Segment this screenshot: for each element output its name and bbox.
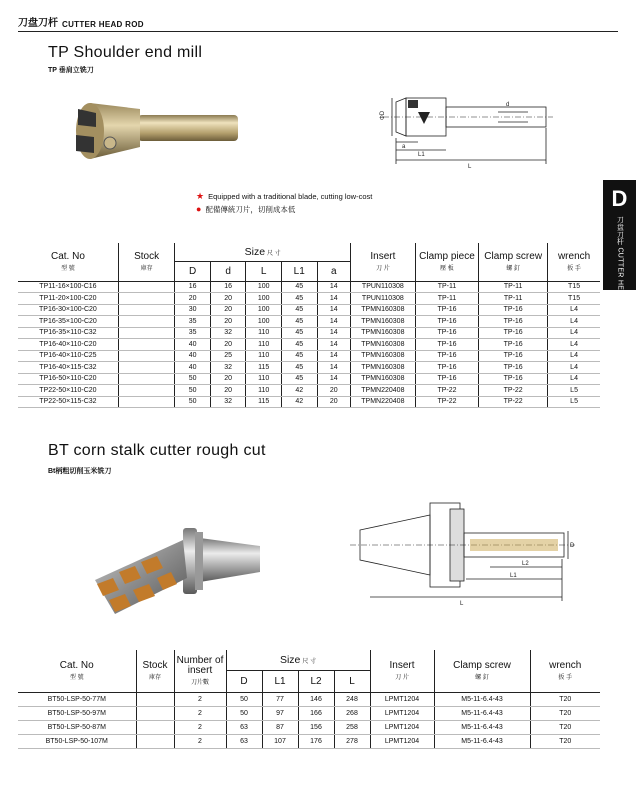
table-cell: 42 bbox=[281, 396, 317, 408]
col-insert: Insert 刀 片 bbox=[350, 243, 415, 281]
table-row bbox=[18, 385, 600, 397]
table-cell: TP11-20×100-C20 bbox=[18, 293, 118, 305]
table-cell: TP-16 bbox=[415, 373, 478, 385]
table-cell: BT50-LSP-50-87M bbox=[18, 720, 136, 734]
table-cell: 35 bbox=[175, 327, 211, 339]
col-L1: L1 bbox=[281, 261, 317, 281]
table-cell: L4 bbox=[548, 327, 600, 339]
table-cell bbox=[118, 350, 174, 362]
table-row bbox=[18, 350, 600, 362]
col-D: D bbox=[175, 261, 211, 281]
section1-bullets bbox=[196, 190, 372, 216]
table-cell bbox=[118, 385, 174, 397]
table-cell bbox=[118, 304, 174, 316]
table-cell: 87 bbox=[262, 720, 298, 734]
table-cell: 100 bbox=[246, 281, 282, 293]
table-cell: BT50-LSP-50-107M bbox=[18, 734, 136, 748]
table-cell: 110 bbox=[246, 327, 282, 339]
col2-insert: Insert 刀 片 bbox=[370, 650, 434, 692]
table-cell: 77 bbox=[262, 692, 298, 706]
table-row bbox=[18, 304, 600, 316]
table-row bbox=[18, 293, 600, 305]
table-cell: 45 bbox=[281, 350, 317, 362]
table-cell: 50 bbox=[226, 692, 262, 706]
section1-table bbox=[18, 243, 600, 408]
table-cell: 16 bbox=[210, 281, 246, 293]
table-cell: TPMN160308 bbox=[350, 373, 415, 385]
table-cell: 2 bbox=[174, 692, 226, 706]
section2-title: BT corn stalk cutter rough cut bbox=[48, 442, 266, 459]
table-cell: TP16-50×110-C20 bbox=[18, 373, 118, 385]
table-cell bbox=[118, 339, 174, 351]
table-cell: TPMN160308 bbox=[350, 339, 415, 351]
table-cell: 278 bbox=[334, 734, 370, 748]
drawing-label-L: L bbox=[468, 164, 472, 170]
table-cell: 42 bbox=[281, 385, 317, 397]
table-cell bbox=[136, 720, 174, 734]
section1-subtitle: TP 垂肩立铣刀 bbox=[48, 67, 94, 74]
drawing-label-L1: L1 bbox=[418, 152, 425, 158]
table-cell: TP-16 bbox=[415, 362, 478, 374]
table-cell: TP-22 bbox=[479, 385, 548, 397]
table-cell: 258 bbox=[334, 720, 370, 734]
bullet-cn: ● 配備傳統刀片，切削成本低 bbox=[196, 204, 296, 214]
table-cell: TP-22 bbox=[479, 396, 548, 408]
table-cell bbox=[118, 396, 174, 408]
table-cell: 45 bbox=[281, 327, 317, 339]
side-tab-en: CUTTER HEAD ROD bbox=[616, 247, 624, 320]
table-cell: TP-11 bbox=[479, 281, 548, 293]
table-cell: TP-16 bbox=[415, 327, 478, 339]
drawing2-label-L: L bbox=[460, 601, 464, 607]
table-cell: LPMT1204 bbox=[370, 692, 434, 706]
col-stock: Stock 庫存 bbox=[118, 243, 174, 281]
section2-table-body bbox=[18, 692, 600, 748]
table-cell: T20 bbox=[530, 734, 600, 748]
table-cell: 14 bbox=[317, 373, 350, 385]
col2-size: Size 尺 寸 bbox=[226, 650, 370, 670]
table-cell: 20 bbox=[175, 293, 211, 305]
table-cell: L4 bbox=[548, 373, 600, 385]
table-cell: L4 bbox=[548, 304, 600, 316]
table-cell: 268 bbox=[334, 706, 370, 720]
side-tab bbox=[603, 180, 636, 320]
table-cell: TP-11 bbox=[415, 293, 478, 305]
table-cell: L4 bbox=[548, 339, 600, 351]
table-row bbox=[18, 327, 600, 339]
bullet-en: ★ Equipped with a traditional blade, cutting low-cost bbox=[196, 191, 373, 201]
drawing-label-a: a bbox=[402, 144, 406, 150]
table-cell: L5 bbox=[548, 396, 600, 408]
table-cell bbox=[118, 327, 174, 339]
table-cell: 14 bbox=[317, 350, 350, 362]
table-cell: 63 bbox=[226, 720, 262, 734]
table-cell: 2 bbox=[174, 734, 226, 748]
side-tab-text bbox=[616, 216, 624, 319]
col-wrench: wrench 扳 手 bbox=[548, 243, 600, 281]
col2-wrench: wrench 扳 手 bbox=[530, 650, 600, 692]
table-cell: TP-16 bbox=[415, 339, 478, 351]
table-cell: T15 bbox=[548, 293, 600, 305]
table-row bbox=[18, 734, 600, 748]
table-cell: M5-11-6.4-43 bbox=[434, 720, 530, 734]
table-cell bbox=[118, 293, 174, 305]
table-cell: 63 bbox=[226, 734, 262, 748]
table-cell: L4 bbox=[548, 362, 600, 374]
table-cell: 16 bbox=[175, 281, 211, 293]
table-cell: L5 bbox=[548, 385, 600, 397]
table-cell bbox=[118, 362, 174, 374]
table-cell: BT50-LSP-50-97M bbox=[18, 706, 136, 720]
table-cell: BT50-LSP-50-77M bbox=[18, 692, 136, 706]
table-cell: TP-16 bbox=[415, 304, 478, 316]
table-row bbox=[18, 281, 600, 293]
table-cell: M5-11-6.4-43 bbox=[434, 692, 530, 706]
table-cell: 14 bbox=[317, 281, 350, 293]
side-tab-cn: 刀盘刀杆 bbox=[616, 216, 624, 246]
table-cell: 110 bbox=[246, 385, 282, 397]
table-cell: 14 bbox=[317, 293, 350, 305]
table-cell: TPMN220408 bbox=[350, 385, 415, 397]
table-cell: 45 bbox=[281, 316, 317, 328]
table-cell: TPUN110308 bbox=[350, 293, 415, 305]
table-cell: TP16-30×100-C20 bbox=[18, 304, 118, 316]
table-cell: 20 bbox=[210, 339, 246, 351]
col2-cat: Cat. No 型 號 bbox=[59, 660, 94, 682]
table-cell: 45 bbox=[281, 339, 317, 351]
table-cell: T20 bbox=[530, 692, 600, 706]
table-cell: T20 bbox=[530, 720, 600, 734]
table-cell: 100 bbox=[246, 304, 282, 316]
table-cell: 156 bbox=[298, 720, 334, 734]
table-cell: TPMN160308 bbox=[350, 316, 415, 328]
table-cell: 110 bbox=[246, 339, 282, 351]
table-cell: LPMT1204 bbox=[370, 706, 434, 720]
table-row bbox=[18, 362, 600, 374]
table-cell: LPMT1204 bbox=[370, 734, 434, 748]
table-cell: TP-22 bbox=[415, 385, 478, 397]
col-clamp-piece: Clamp piece 壓 板 bbox=[415, 243, 478, 281]
table-cell: 45 bbox=[281, 293, 317, 305]
table-cell: 20 bbox=[317, 385, 350, 397]
corn-cutter-drawing bbox=[340, 495, 580, 610]
table-cell: 40 bbox=[175, 339, 211, 351]
table-cell: TP-22 bbox=[415, 396, 478, 408]
table-cell: 115 bbox=[246, 396, 282, 408]
table-cell: TP-11 bbox=[415, 281, 478, 293]
table-cell: TP16-35×110-C32 bbox=[18, 327, 118, 339]
table-cell: L4 bbox=[548, 350, 600, 362]
table-cell: 45 bbox=[281, 373, 317, 385]
table-cell: 32 bbox=[210, 327, 246, 339]
table-cell bbox=[136, 706, 174, 720]
corn-cutter-photo bbox=[75, 510, 270, 620]
table-cell: 107 bbox=[262, 734, 298, 748]
table-cell: 146 bbox=[298, 692, 334, 706]
col2-L1: L1 bbox=[262, 670, 298, 692]
col-d: d bbox=[210, 261, 246, 281]
table-cell: 115 bbox=[246, 362, 282, 374]
table-cell: TP-16 bbox=[479, 304, 548, 316]
table-cell: TPMN160308 bbox=[350, 362, 415, 374]
table-cell: 14 bbox=[317, 304, 350, 316]
table-cell: TP11-16×100-C16 bbox=[18, 281, 118, 293]
table-cell: TP-16 bbox=[479, 350, 548, 362]
table-cell: 2 bbox=[174, 706, 226, 720]
table-cell bbox=[118, 373, 174, 385]
table-cell: 2 bbox=[174, 720, 226, 734]
table-row bbox=[18, 373, 600, 385]
table-cell: TP16-40×110-C25 bbox=[18, 350, 118, 362]
header-en: CUTTER HEAD ROD bbox=[62, 20, 144, 29]
table-cell bbox=[136, 692, 174, 706]
col2-stock: Stock 庫存 bbox=[136, 650, 174, 692]
table-cell: 20 bbox=[210, 316, 246, 328]
table-cell: 50 bbox=[175, 396, 211, 408]
table-cell: 32 bbox=[210, 396, 246, 408]
table-cell: 20 bbox=[317, 396, 350, 408]
col-clamp-screw: Clamp screw 螺 釘 bbox=[479, 243, 548, 281]
table-cell: 20 bbox=[210, 293, 246, 305]
table-cell: TPMN220408 bbox=[350, 396, 415, 408]
table-cell: TPMN160308 bbox=[350, 304, 415, 316]
table-cell: 14 bbox=[317, 327, 350, 339]
section1-title: TP Shoulder end mill bbox=[48, 44, 203, 61]
table-cell: 45 bbox=[281, 304, 317, 316]
table-cell: TP-16 bbox=[415, 350, 478, 362]
section1-table-body bbox=[18, 281, 600, 408]
table-cell: TP16-40×110-C20 bbox=[18, 339, 118, 351]
header-cn: 刀盘刀杆 bbox=[18, 18, 58, 29]
col2-clamp-screw: Clamp screw 螺 釘 bbox=[434, 650, 530, 692]
table-cell: 40 bbox=[175, 362, 211, 374]
table-cell: 14 bbox=[317, 316, 350, 328]
table-cell: TP22-50×115-C32 bbox=[18, 396, 118, 408]
side-tab-letter: D bbox=[611, 186, 628, 211]
table-cell: LPMT1204 bbox=[370, 720, 434, 734]
table-cell: T15 bbox=[548, 281, 600, 293]
table-cell: 20 bbox=[210, 385, 246, 397]
table-cell: 45 bbox=[281, 362, 317, 374]
end-mill-photo bbox=[70, 95, 245, 170]
table-cell: 32 bbox=[210, 362, 246, 374]
table-row bbox=[18, 692, 600, 706]
table-cell: 50 bbox=[175, 373, 211, 385]
table-cell: TP-16 bbox=[479, 316, 548, 328]
drawing2-label-L2: L2 bbox=[522, 561, 529, 567]
col2-L: L bbox=[334, 670, 370, 692]
table-cell: 35 bbox=[175, 316, 211, 328]
col2-D: D bbox=[226, 670, 262, 692]
table-cell: 50 bbox=[175, 385, 211, 397]
table-cell bbox=[118, 281, 174, 293]
table-cell: 25 bbox=[210, 350, 246, 362]
table-cell: L4 bbox=[548, 316, 600, 328]
star-icon: ★ bbox=[196, 191, 205, 201]
table-cell: 100 bbox=[246, 293, 282, 305]
table-cell: 100 bbox=[246, 316, 282, 328]
table-cell: TP-16 bbox=[479, 373, 548, 385]
table-cell: 14 bbox=[317, 362, 350, 374]
end-mill-drawing bbox=[378, 82, 558, 172]
table-cell: TP16-40×115-C32 bbox=[18, 362, 118, 374]
col2-num: Number of insert 刀片數 bbox=[174, 650, 226, 692]
dot-icon: ● bbox=[196, 204, 202, 214]
table-cell: 20 bbox=[210, 373, 246, 385]
col-size: Size 尺 寸 bbox=[175, 243, 351, 261]
table-cell: 45 bbox=[281, 281, 317, 293]
table-cell: TP-16 bbox=[479, 362, 548, 374]
table-row bbox=[18, 339, 600, 351]
table-cell bbox=[118, 316, 174, 328]
table-cell: TP-16 bbox=[479, 339, 548, 351]
table-cell: 20 bbox=[210, 304, 246, 316]
table-cell bbox=[136, 734, 174, 748]
table-cell: 14 bbox=[317, 339, 350, 351]
drawing2-label-D: D bbox=[570, 543, 575, 549]
table-cell: T20 bbox=[530, 706, 600, 720]
drawing2-label-L1: L1 bbox=[510, 573, 517, 579]
table-row bbox=[18, 316, 600, 328]
table-cell: TP-16 bbox=[479, 327, 548, 339]
table-cell: TPMN160308 bbox=[350, 327, 415, 339]
table-cell: TP16-35×100-C20 bbox=[18, 316, 118, 328]
table-row bbox=[18, 720, 600, 734]
page-header bbox=[18, 14, 618, 32]
col-cat: Cat. No 型 號 bbox=[50, 251, 85, 273]
col-a: a bbox=[317, 261, 350, 281]
table-cell: 248 bbox=[334, 692, 370, 706]
table-cell: TPMN160308 bbox=[350, 350, 415, 362]
drawing-label-D: ΦD bbox=[380, 110, 386, 120]
table-cell: 40 bbox=[175, 350, 211, 362]
table-cell: TP-16 bbox=[415, 316, 478, 328]
table-cell: 176 bbox=[298, 734, 334, 748]
table-cell: TP-11 bbox=[479, 293, 548, 305]
table-cell: 97 bbox=[262, 706, 298, 720]
table-cell: 110 bbox=[246, 373, 282, 385]
section2-subtitle: Bt柄粗切削玉米铣刀 bbox=[48, 468, 112, 475]
table-cell: 50 bbox=[226, 706, 262, 720]
table-cell: 110 bbox=[246, 350, 282, 362]
table-cell: 30 bbox=[175, 304, 211, 316]
table-cell: 166 bbox=[298, 706, 334, 720]
table-cell: TP22-50×110-C20 bbox=[18, 385, 118, 397]
section2-table bbox=[18, 650, 600, 749]
table-row bbox=[18, 396, 600, 408]
col2-L2: L2 bbox=[298, 670, 334, 692]
col-L: L bbox=[246, 261, 282, 281]
table-cell: M5-11-6.4-43 bbox=[434, 734, 530, 748]
table-cell: TPUN110308 bbox=[350, 281, 415, 293]
drawing-label-d: d bbox=[506, 102, 510, 108]
table-row bbox=[18, 706, 600, 720]
table-cell: M5-11-6.4-43 bbox=[434, 706, 530, 720]
